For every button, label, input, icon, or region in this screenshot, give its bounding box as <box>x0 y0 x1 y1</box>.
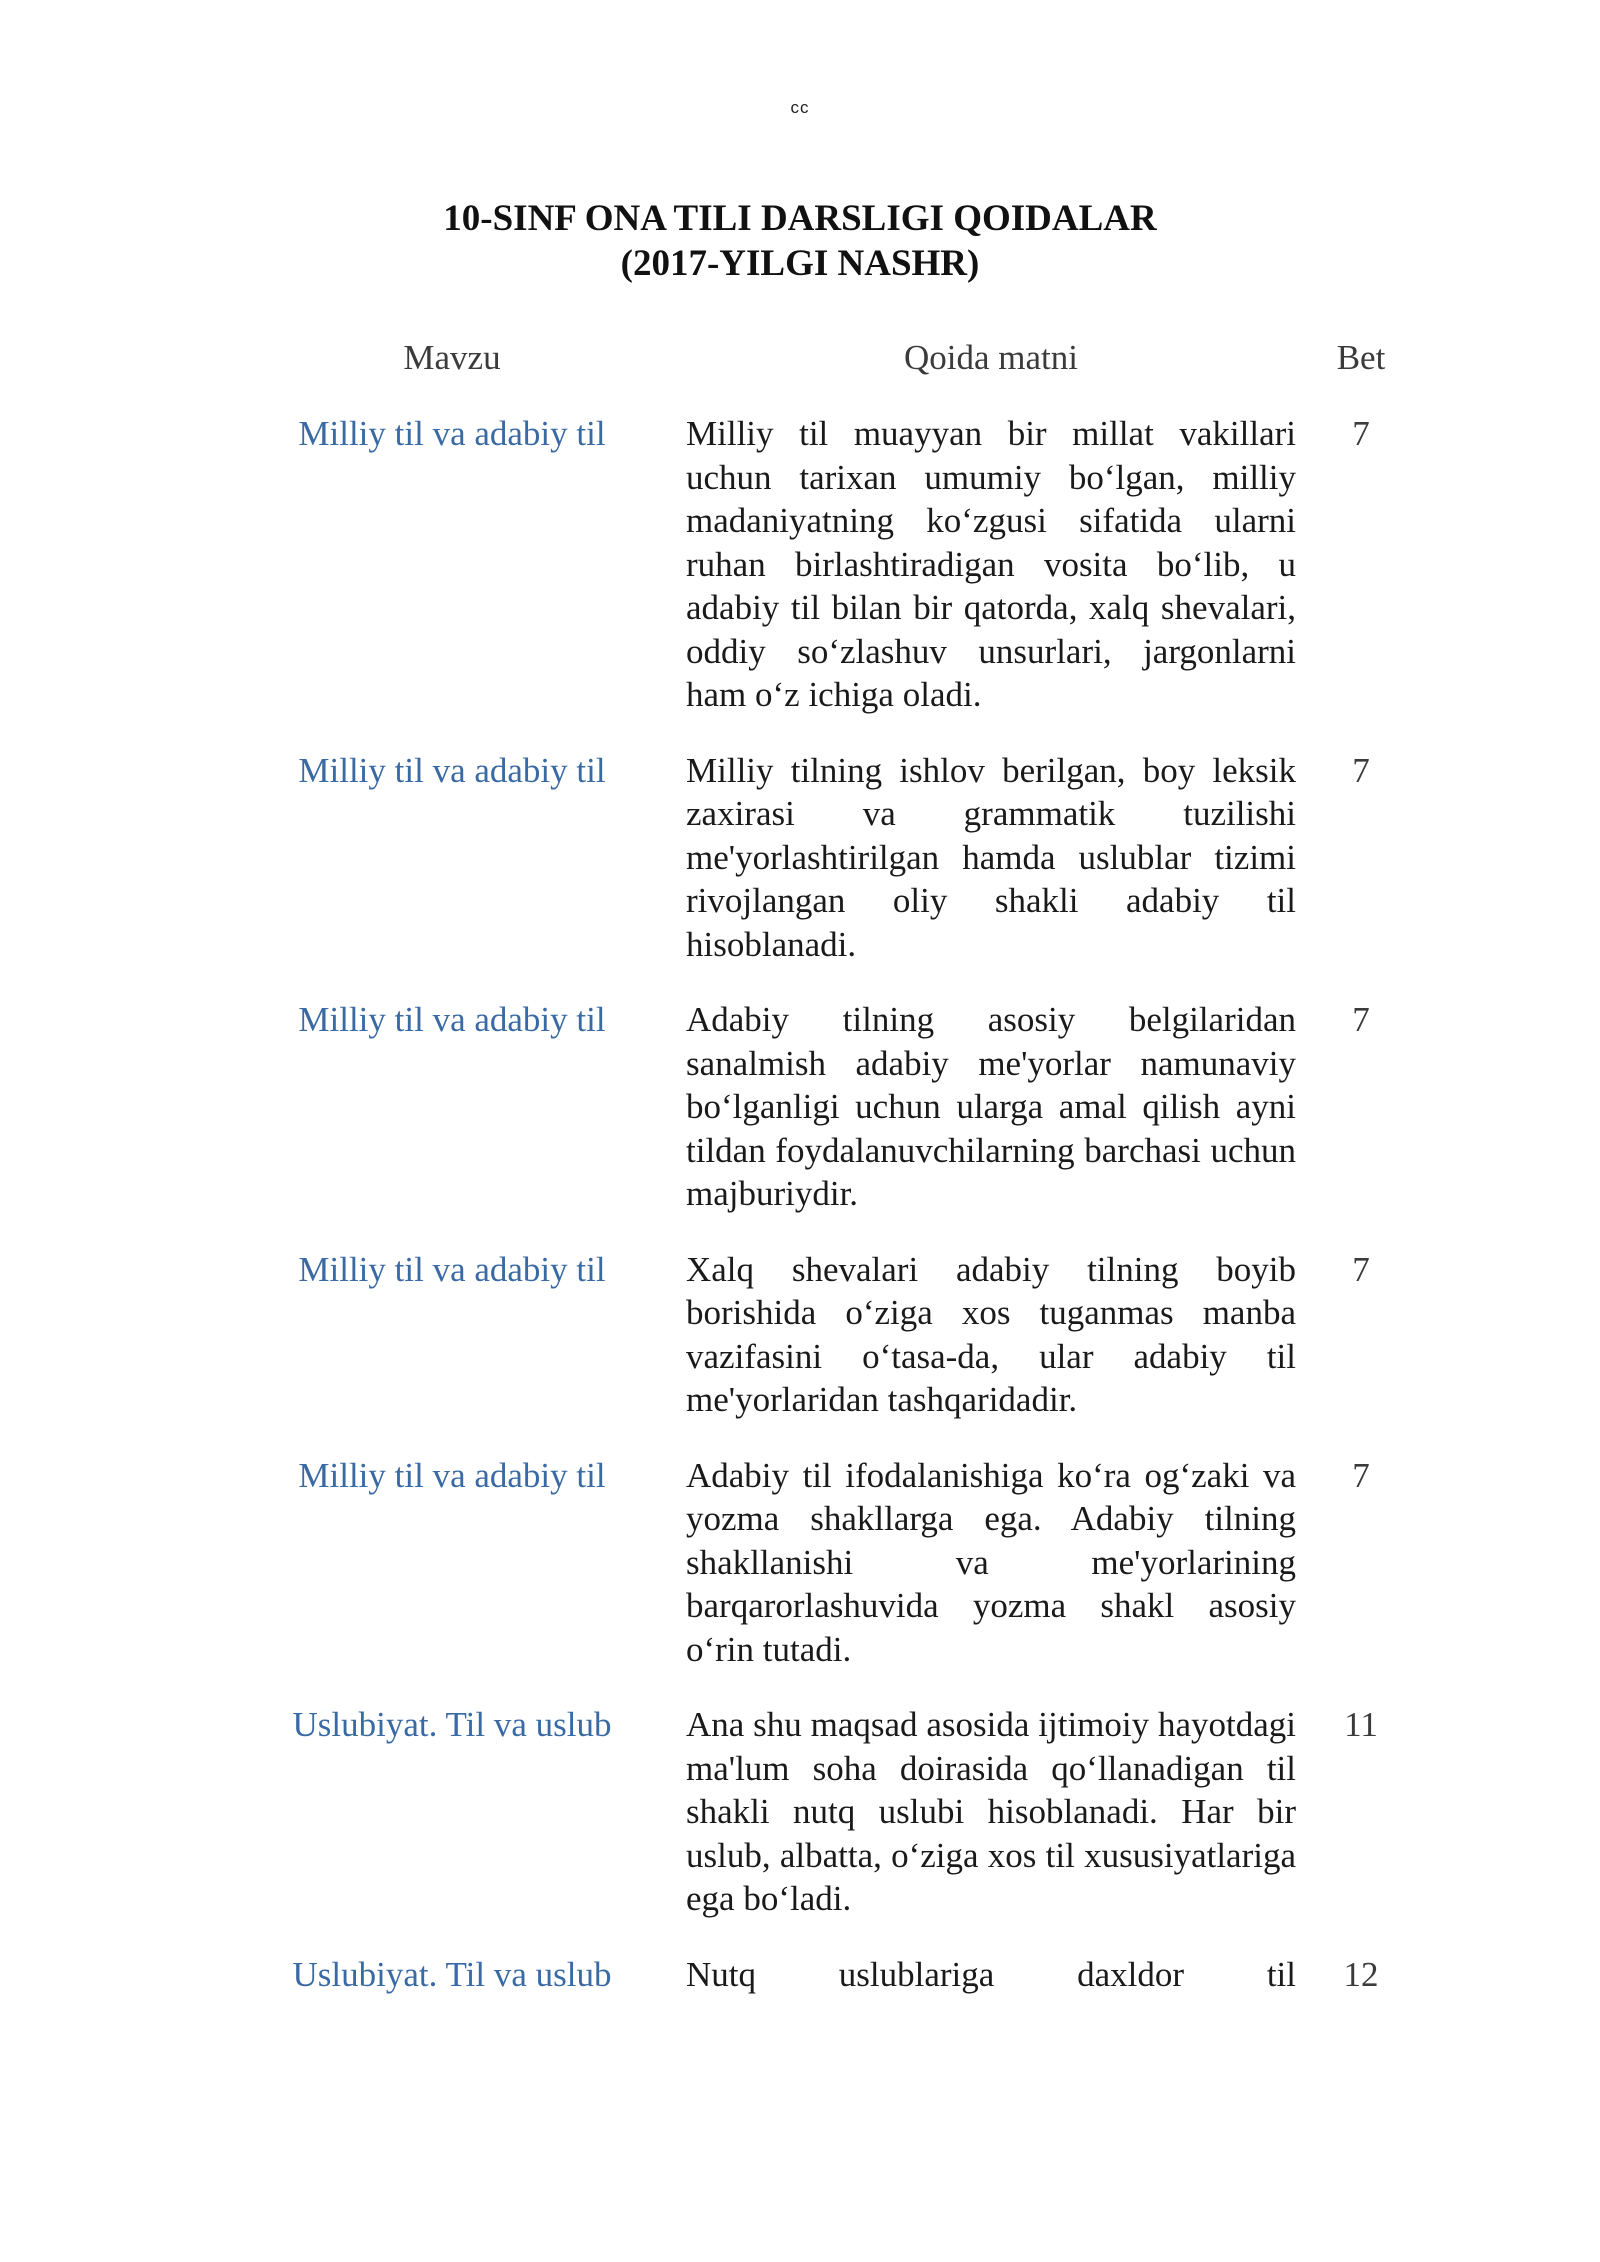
row-topic: Uslubiyat. Til va uslub <box>292 1705 612 1744</box>
table-row <box>0 749 1600 967</box>
title-line-2: (2017-YILGI NASHR) <box>620 243 980 284</box>
rules-table <box>0 412 1600 2028</box>
column-header-topic: Mavzu <box>403 338 501 377</box>
table-row <box>0 1953 1600 1997</box>
row-topic: Milliy til va adabiy til <box>298 1455 606 1495</box>
row-rule-text: Xalq shevalari adabiy tilning boyib borishida o‘ziga xos tuganmas manba vazifasini o‘tasa-da, ular adabiy til me'yorlaridan tashqaridadir. <box>686 1249 1296 1419</box>
table-row <box>0 998 1600 1216</box>
row-topic: Milliy til va adabiy til <box>298 1000 606 1039</box>
column-header-page: Bet <box>1336 338 1386 377</box>
row-rule-text: Ana shu maqsad asosida ijtimoiy hayotdagi ma'lum soha doirasida qo‘llanadigan til shakli nutq uslubi hisoblanadi. Har bir uslub, albatta, o‘ziga xos til xususiyatlariga ega bo‘ladi. <box>686 1705 1296 1918</box>
table-row <box>0 1248 1600 1422</box>
header-mark: cc <box>790 98 810 117</box>
row-rule-text: Adabiy tilning asosiy belgilaridan sanalmish adabiy me'yorlar namunaviy bo‘lganligi uchun ularga amal qilish ayni tildan foydalanuvchilarning barchasi uchun majburiydir. <box>686 1000 1296 1213</box>
row-rule-text: Milliy tilning ishlov berilgan, boy leksik zaxirasi va grammatik tuzilishi me'yorlashtirilgan hamda uslublar tizimi rivojlangan oliy shakli adabiy til hisoblanadi. <box>686 750 1296 964</box>
row-rule-text: Adabiy til ifodalanishiga ko‘ra og‘zaki va yozma shakllarga ega. Adabiy tilning shakllanishi va me'yorlarining barqarorlashuvida yozma shakl asosiy o‘rin tutadi. <box>686 1455 1296 1669</box>
row-topic: Milliy til va adabiy til <box>298 414 606 453</box>
row-page-number: 7 <box>1352 1455 1370 1495</box>
title-line-1: 10-SINF ONA TILI DARSLIGI QOIDALAR <box>443 198 1157 239</box>
row-page-number: 7 <box>1352 1249 1370 1289</box>
column-header-rule-text: Qoida matni <box>904 338 1078 377</box>
row-page-number: 7 <box>1352 414 1370 453</box>
row-topic: Uslubiyat. Til va uslub <box>292 1954 612 1994</box>
row-page-number: 11 <box>1344 1705 1378 1744</box>
row-topic: Milliy til va adabiy til <box>298 1249 606 1289</box>
row-rule-text: Milliy til muayyan bir millat vakillari uchun tarixan umumiy bo‘lgan, milliy madaniyatning ko‘zgusi sifatida ularni ruhan birlashtiradigan vosita bo‘lib, u adabiy til bilan bir qatorda, xalq shevalari, oddiy so‘zlashuv unsurlari, jargonlarni ham o‘z ichiga oladi. <box>686 414 1296 714</box>
table-row <box>0 412 1600 717</box>
row-page-number: 12 <box>1343 1954 1379 1994</box>
row-rule-text: Nutq uslublariga daxldor til <box>686 1954 1296 1994</box>
row-page-number: 7 <box>1352 750 1370 790</box>
document-title <box>0 196 1600 286</box>
row-topic: Milliy til va adabiy til <box>298 750 606 790</box>
table-row <box>0 1454 1600 1672</box>
table-row <box>0 1703 1600 1921</box>
row-page-number: 7 <box>1352 1000 1370 1039</box>
